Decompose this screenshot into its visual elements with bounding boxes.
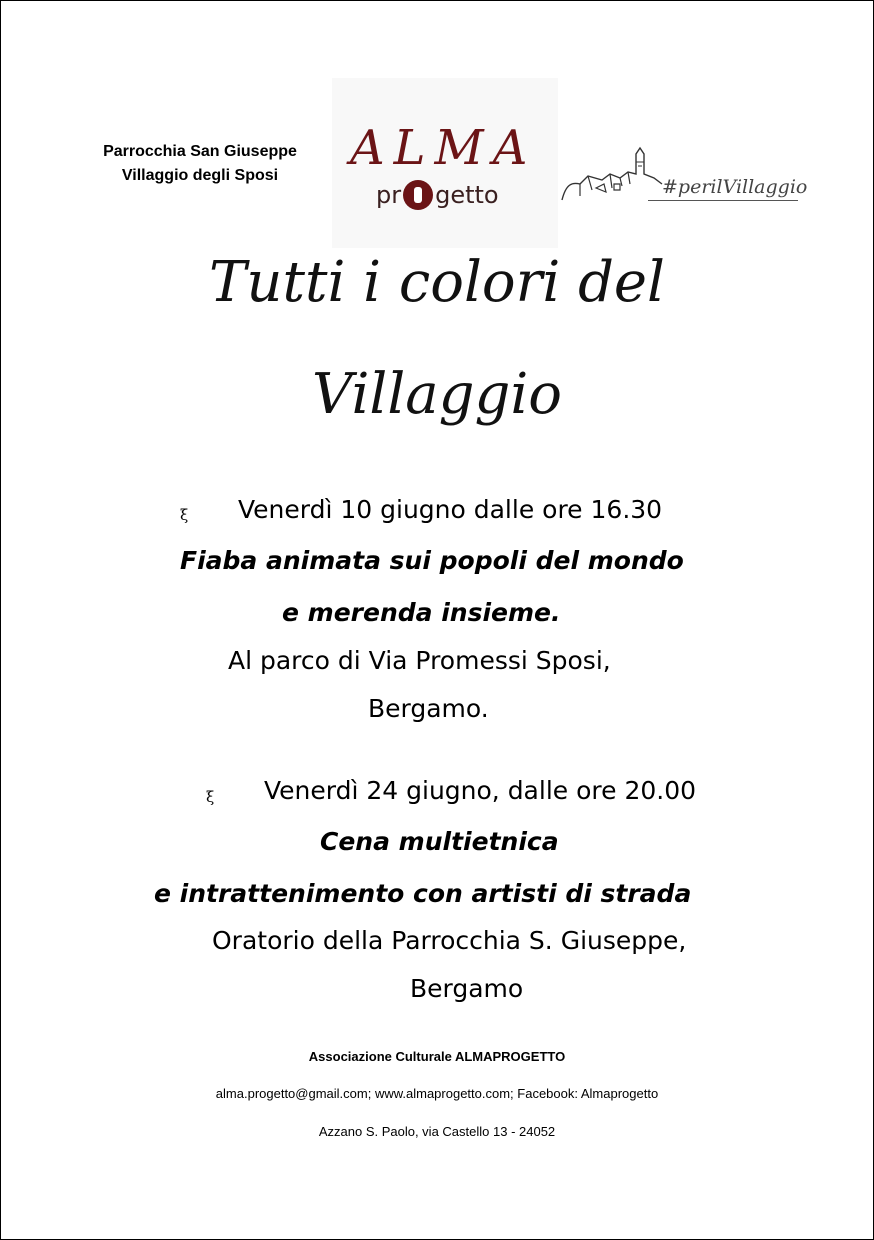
event-1-date: Venerdì 10 giugno dalle ore 16.30 <box>238 495 663 524</box>
footer-contacts: alma.progetto@gmail.com; www.almaprogetto.com; Facebook: Almaprogetto <box>215 1086 659 1101</box>
title-line-1: Tutti i colori del <box>209 250 665 315</box>
logo-alma-text: ALMA <box>350 120 537 176</box>
event-2-place-1: Oratorio della Parrocchia S. Giuseppe, <box>212 926 687 955</box>
logo-underline <box>648 200 798 201</box>
event-1-highlight-2: e merenda insieme. <box>282 598 561 627</box>
logo-keyhole-icon <box>403 180 433 210</box>
title-line-2: Villaggio <box>312 362 562 427</box>
event-1-place-1: Al parco di Via Promessi Sposi, <box>228 646 611 675</box>
bullet-icon: ξ <box>206 788 215 806</box>
parish-line-2: Villaggio degli Sposi <box>121 167 279 184</box>
footer-address: Azzano S. Paolo, via Castello 13 - 24052 <box>318 1124 556 1139</box>
parish-name <box>70 140 330 188</box>
village-sketch-icon <box>558 144 668 204</box>
perilvillaggio-logo <box>558 144 808 210</box>
footer-organization: Associazione Culturale ALMAPROGETTO <box>308 1049 566 1064</box>
event-2-highlight-2: e intrattenimento con artisti di strada <box>154 879 692 908</box>
event-1-highlight-1: Fiaba animata sui popoli del mondo <box>180 546 684 575</box>
bullet-icon: ξ <box>180 506 189 524</box>
logo-progetto-right: getto <box>435 181 499 209</box>
event-2-highlight-1: Cena multietnica <box>320 827 559 856</box>
event-2-place-2: Bergamo <box>410 974 524 1003</box>
logo-progetto-text <box>376 180 499 210</box>
logo-villaggio-text: #perilVillaggio <box>662 176 808 198</box>
alma-progetto-logo <box>332 78 558 248</box>
event-2-date: Venerdì 24 giugno, dalle ore 20.00 <box>264 776 697 805</box>
parish-line-1: Parrocchia San Giuseppe <box>103 143 297 160</box>
event-1-place-2: Bergamo. <box>368 694 489 723</box>
logo-progetto-left: pr <box>376 181 402 209</box>
